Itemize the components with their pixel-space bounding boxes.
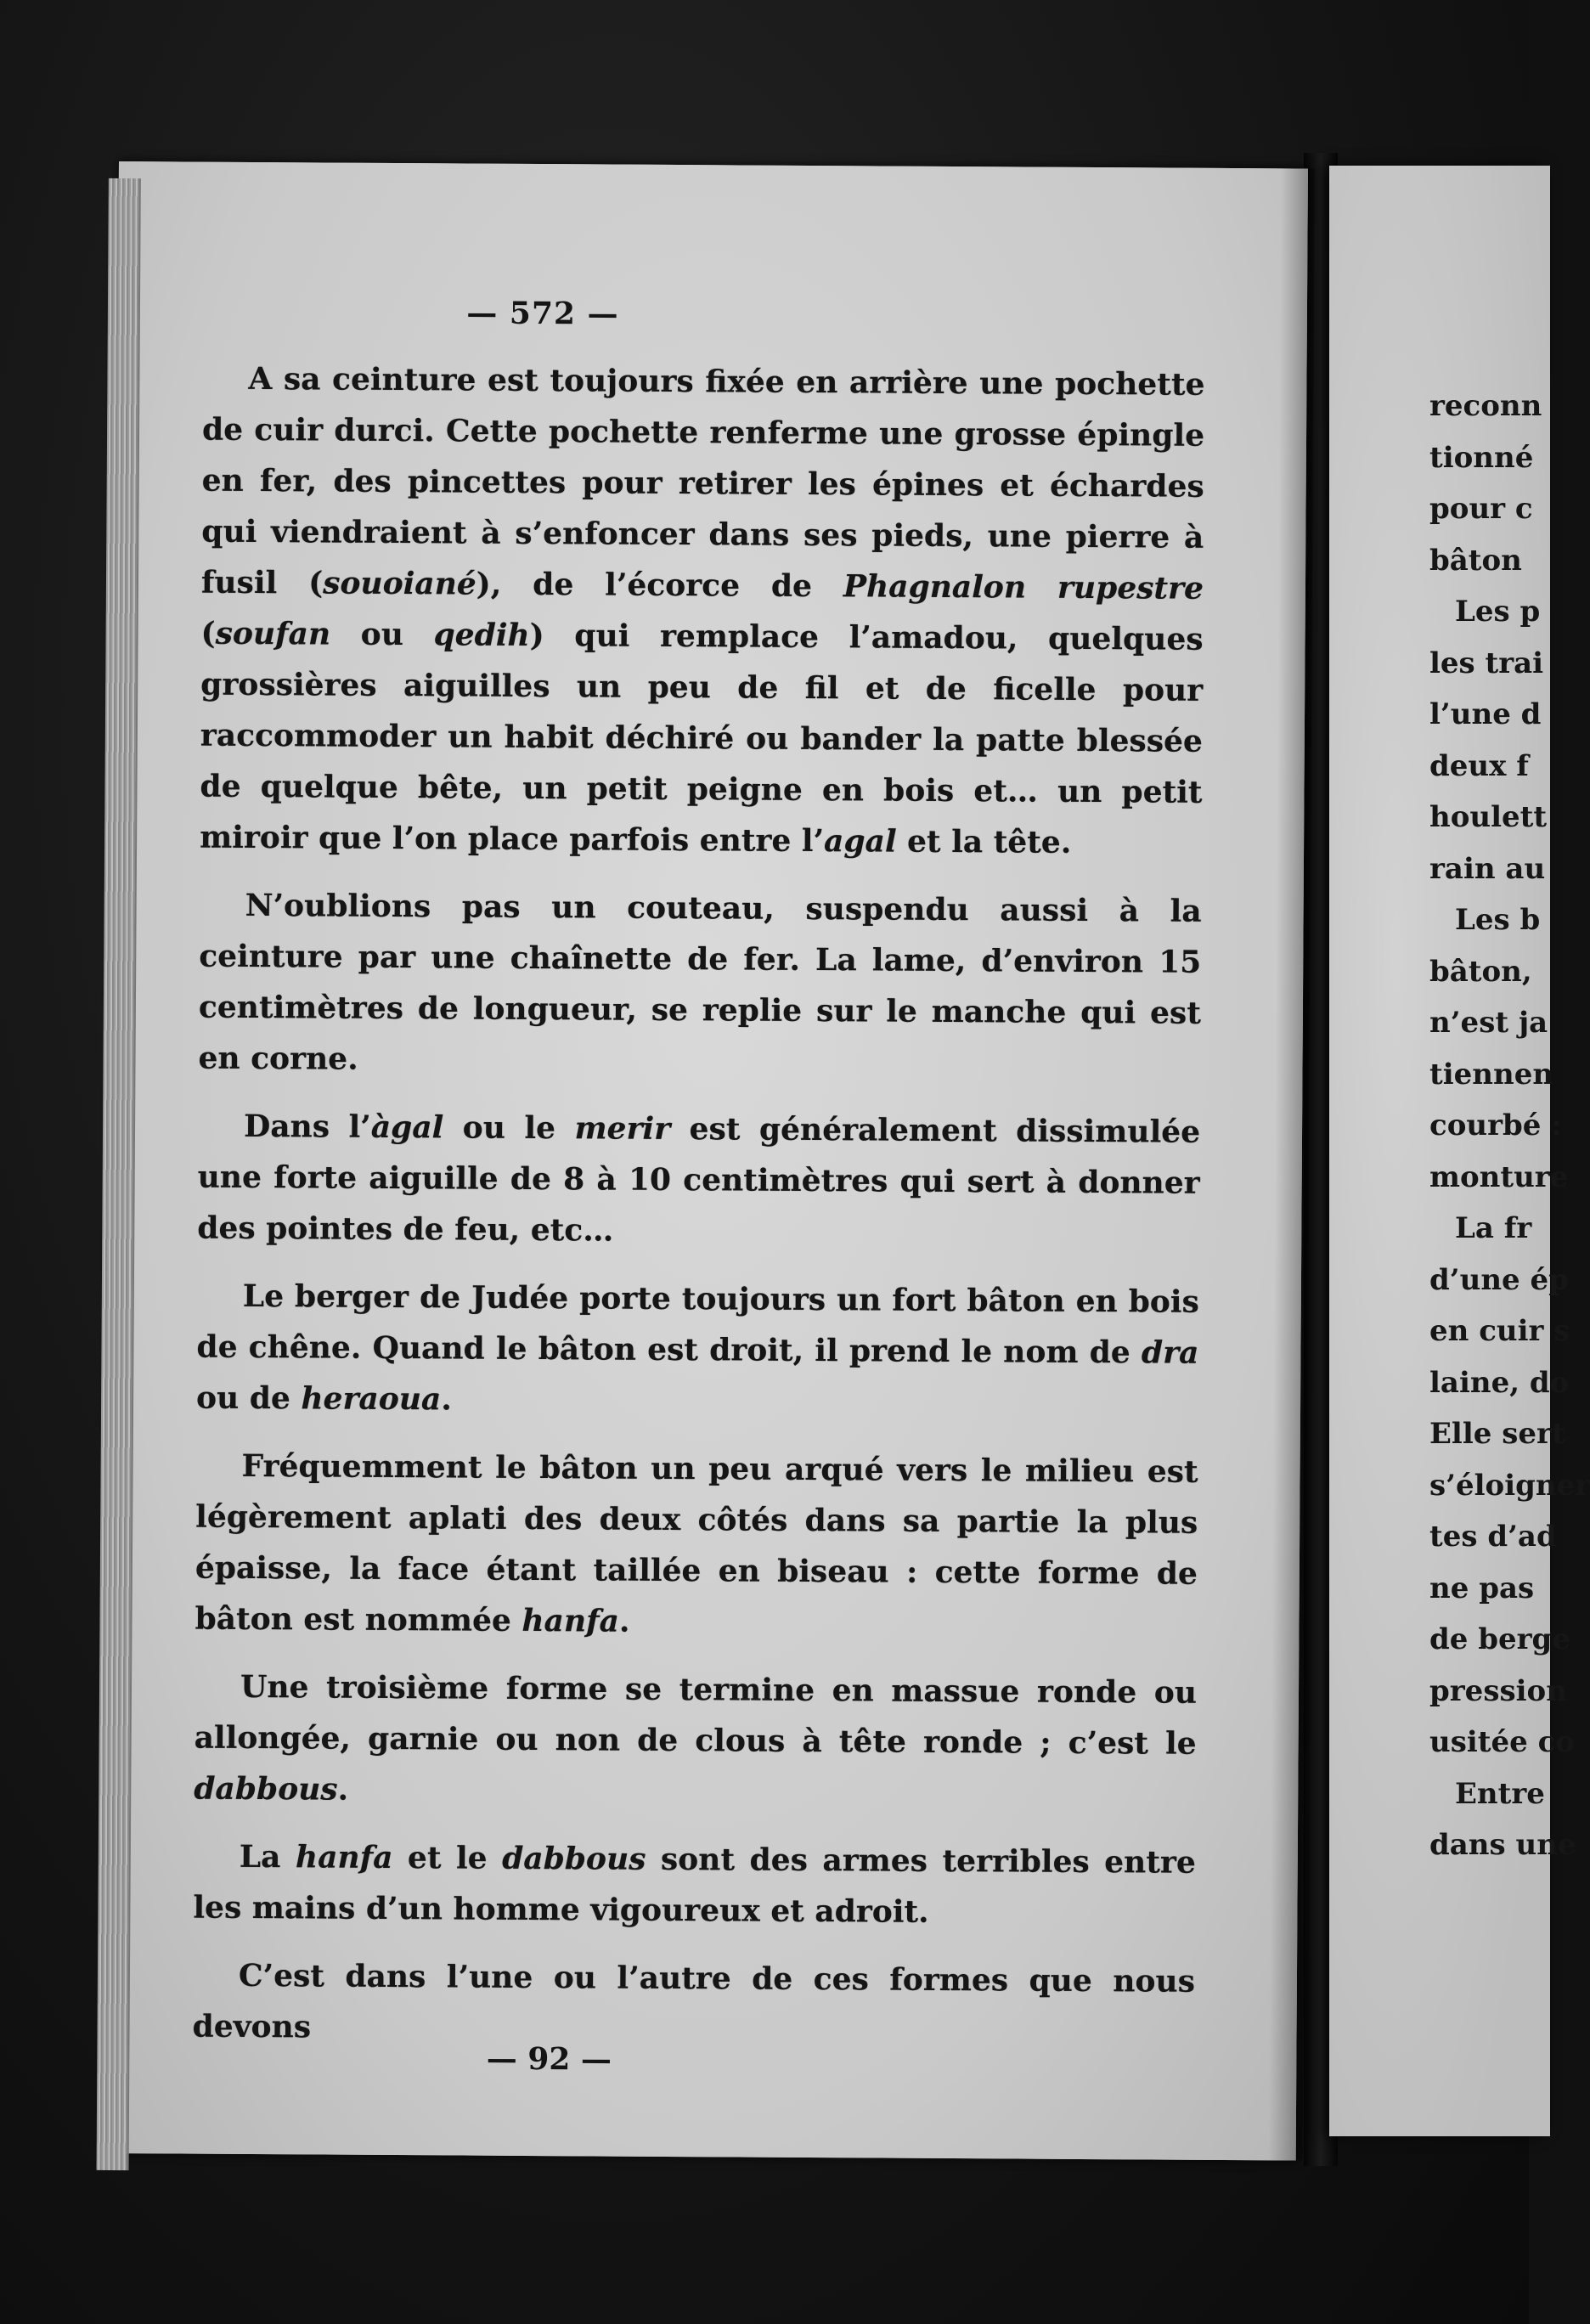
italic-term: souoiané xyxy=(323,565,476,602)
right-page-line: de berge xyxy=(1429,1622,1570,1656)
text-run: Le berger de Judée porte toujours un fort bâton en bois de chêne. Quand le bâton est droit, il prend le nom de xyxy=(196,1278,1199,1371)
right-page-line: s’éloigner xyxy=(1429,1468,1590,1503)
italic-term: heraoua xyxy=(301,1380,442,1418)
text-run: La xyxy=(239,1838,296,1876)
page-footer-signature: — 92 — xyxy=(486,2040,612,2078)
paragraph xyxy=(196,1271,1199,1430)
right-page-line: les trai xyxy=(1429,646,1544,680)
right-page-line: tiennen xyxy=(1429,1057,1554,1091)
page-body-text xyxy=(192,353,1204,2075)
right-page-line: Les b xyxy=(1455,903,1541,937)
right-page-line: Elle sert xyxy=(1429,1417,1565,1451)
right-page-line: deux f xyxy=(1429,748,1529,783)
italic-term: qedih xyxy=(433,617,530,653)
text-run: ou le xyxy=(443,1109,575,1147)
text-run: N’oublions pas un couteau, suspendu aussi à la ceinture par une chaînette de fer. La lame, d’environ 15 centimètres de longueur, se replie sur le manche qui est en corne. xyxy=(198,887,1202,1077)
italic-term: dra xyxy=(1141,1334,1199,1371)
paragraph xyxy=(198,880,1201,1090)
text-run: . xyxy=(441,1381,452,1418)
italic-term: hanfa xyxy=(295,1839,393,1876)
text-run: Une troisième forme se termine en massue ronde ou allongée, garnie ou non de clous à tête ronde ; c’est le xyxy=(194,1668,1198,1762)
right-page-line: courbé : xyxy=(1429,1108,1562,1142)
italic-term: dabbous xyxy=(502,1840,646,1877)
text-run: et la tête. xyxy=(896,823,1072,860)
right-page-line: tionné xyxy=(1429,440,1534,475)
text-run: . xyxy=(618,1603,630,1639)
paragraph xyxy=(194,1661,1197,1820)
italic-term: soufan xyxy=(215,615,331,652)
italic-term: agal xyxy=(823,823,897,860)
paragraph xyxy=(193,1831,1196,1939)
right-page-line: ne pas xyxy=(1429,1571,1535,1605)
right-page-line: l’une d xyxy=(1429,697,1542,731)
text-run: ), de l’écorce de xyxy=(476,566,844,605)
right-page-line: bâton xyxy=(1429,543,1522,578)
italic-term: àgal xyxy=(370,1108,444,1146)
right-page-line: en cuir s xyxy=(1429,1314,1570,1348)
italic-term: dabbous xyxy=(194,1770,338,1808)
text-run: sont des armes terribles entre les mains d’un homme vigoureux et adroit. xyxy=(193,1841,1196,1930)
right-page-line: Entre xyxy=(1455,1776,1545,1811)
right-page-line: monture xyxy=(1429,1159,1569,1194)
text-run: . xyxy=(337,1771,349,1808)
right-page-line: pression xyxy=(1429,1673,1567,1708)
page-header-number: — 572 — xyxy=(466,295,619,332)
right-page-text xyxy=(1429,381,1590,1871)
italic-term: hanfa xyxy=(522,1602,620,1639)
text-run: Dans l’ xyxy=(243,1108,371,1145)
text-run: et le xyxy=(392,1840,503,1876)
right-page-line: n’est ja xyxy=(1429,1006,1548,1040)
text-run: A sa ceinture est toujours fixée en arrière une pochette de cuir durci. Cette pochette renferme une grosse épingle en fer, des pincettes pour retirer les épines et échardes qui viendraient à s’enfoncer dans ses pieds, une pierre à fusil ( xyxy=(200,360,1205,601)
right-page-line: houlett xyxy=(1429,800,1548,834)
italic-term: merir xyxy=(574,1110,671,1147)
left-page xyxy=(107,161,1308,2161)
text-run: est généralement dissimulée une forte aiguille de 8 à 10 centimètres qui sert à donner des pointes de feu, etc… xyxy=(197,1110,1201,1249)
text-run: Fréquemment le bâton un peu arqué vers le milieu est légèrement aplati des deux côtés dans sa partie la plus épaisse, la face étant taillée en biseau : cette forme de bâton est nommée xyxy=(195,1447,1198,1639)
right-page-line: bâton, xyxy=(1429,954,1532,989)
right-page-line: d’une ép xyxy=(1429,1262,1569,1297)
right-page-line: La fr xyxy=(1455,1211,1532,1245)
right-page-line: laine, do xyxy=(1429,1365,1570,1400)
text-run: ( xyxy=(200,615,216,652)
text-run: ou xyxy=(330,616,434,653)
paragraph xyxy=(197,1101,1200,1260)
right-page-line: reconn xyxy=(1429,389,1542,423)
text-run: C’est dans l’une ou l’autre de ces formes que nous devons xyxy=(192,1957,1196,2045)
right-page-line: tes d’ad xyxy=(1429,1520,1557,1554)
right-page-line: usitée co xyxy=(1429,1725,1575,1759)
paragraph xyxy=(195,1441,1198,1650)
right-page-line: pour c xyxy=(1429,492,1533,526)
text-run: ou de xyxy=(195,1379,302,1417)
right-page-line: rain au xyxy=(1429,851,1546,886)
paragraph xyxy=(200,353,1205,869)
right-page-line: Les p xyxy=(1455,595,1541,629)
italic-term: Phagnalon rupestre xyxy=(843,568,1204,606)
text-run: ) qui remplace l’amadou, quelques grossières aiguilles un peu de fil et de ficelle pour raccommoder un habit déchiré ou bander la patte blessée de quelque bête, un petit peigne en bois et… un petit miroir que l’on place parfois entre l’ xyxy=(200,617,1204,860)
right-page-line: dans une xyxy=(1429,1828,1576,1862)
